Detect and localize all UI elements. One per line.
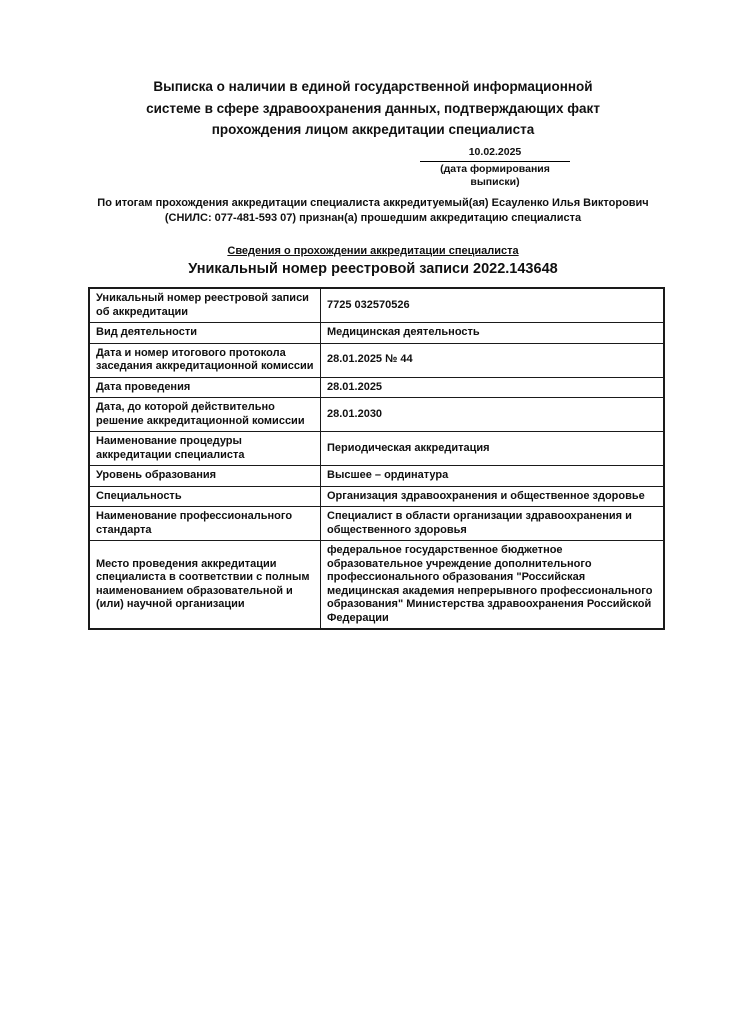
row-value: Организация здравоохранения и общественное здоровье [321, 486, 665, 507]
row-label: Дата и номер итогового протокола заседания аккредитационной комиссии [89, 343, 321, 377]
row-label: Вид деятельности [89, 323, 321, 344]
row-label: Специальность [89, 486, 321, 507]
row-value: федеральное государственное бюджетное образовательное учреждение дополнительного профессионального образования "Российская медицинская академия непрерывного профессионального образования" Министерства здравоохранения Российской Федерации [321, 541, 665, 630]
document-title-line: системе в сфере здравоохранения данных, подтверждающих факт [146, 100, 600, 116]
table-row [89, 541, 664, 630]
registry-number-heading: Уникальный номер реестровой записи 2022.143648 [188, 261, 558, 277]
row-value: 28.01.2030 [321, 398, 665, 432]
table-row [89, 288, 664, 323]
table-row [89, 343, 664, 377]
row-value: Медицинская деятельность [321, 323, 665, 344]
table-row [89, 486, 664, 507]
formation-date-block [420, 146, 570, 189]
table-row [89, 507, 664, 541]
row-value: Высшее – ординатура [321, 466, 665, 487]
formation-date: 10.02.2025 [420, 146, 570, 162]
table-row [89, 398, 664, 432]
row-label: Уникальный номер реестровой записи об аккредитации [89, 288, 321, 323]
table-row [89, 323, 664, 344]
row-value: Периодическая аккредитация [321, 432, 665, 466]
document-title [0, 76, 746, 141]
row-value: Специалист в области организации здравоохранения и общественного здоровья [321, 507, 665, 541]
table-row [89, 377, 664, 398]
row-label: Наименование профессионального стандарта [89, 507, 321, 541]
document-title-line: прохождения лицом аккредитации специалиста [211, 122, 535, 137]
intro-paragraph: По итогам прохождения аккредитации специалиста аккредитуемый(ая) Есауленко Илья Викторович (СНИЛС: 077-481-593 07) признан(а) прошедшим аккредитацию специалиста [97, 197, 649, 224]
formation-date-caption: (дата формирования выписки) [440, 163, 550, 188]
table-row [89, 432, 664, 466]
row-label: Дата, до которой действительно решение аккредитационной комиссии [89, 398, 321, 432]
row-label: Уровень образования [89, 466, 321, 487]
row-value: 7725 032570526 [321, 288, 665, 323]
row-label: Дата проведения [89, 377, 321, 398]
accreditation-table [88, 287, 665, 630]
section-heading: Сведения о прохождении аккредитации специалиста [227, 245, 519, 257]
row-label: Место проведения аккредитации специалиста в соответствии с полным наименованием образовательной и (или) научной организации [89, 541, 321, 630]
row-value: 28.01.2025 № 44 [321, 343, 665, 377]
document-title-line: Выписка о наличии в единой государственной информационной [153, 79, 593, 94]
row-value: 28.01.2025 [321, 377, 665, 398]
row-label: Наименование процедуры аккредитации специалиста [89, 432, 321, 466]
table-row [89, 466, 664, 487]
